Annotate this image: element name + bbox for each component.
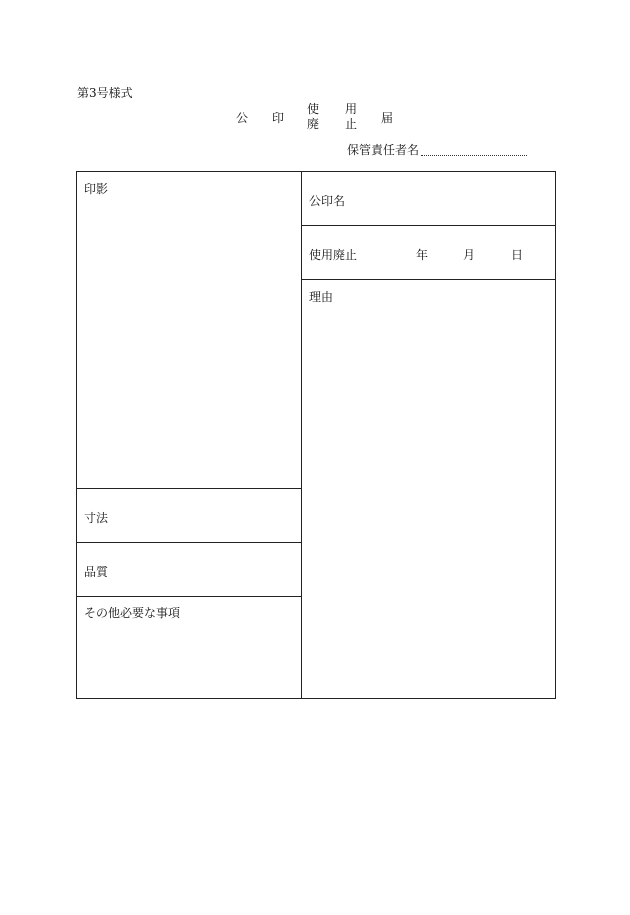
row-divider-left-1: [77, 488, 302, 489]
use-abolition-label: 使用廃止: [309, 248, 358, 262]
row-divider-right-1: [301, 225, 555, 226]
title-stack-1-bottom: 廃: [307, 117, 320, 131]
title-char-last: 届: [381, 111, 394, 125]
quality-label: 品質: [84, 565, 109, 579]
title-stack-1: [307, 102, 319, 132]
year-label: 年: [416, 248, 429, 262]
form-table: [76, 171, 556, 699]
form-number: 第3号様式: [77, 86, 133, 100]
day-label: 日: [511, 248, 524, 262]
row-divider-left-2: [77, 542, 302, 543]
custodian-label: 保管責任者名: [347, 143, 420, 157]
title-char-1: 公: [236, 111, 249, 125]
row-divider-left-3: [77, 596, 302, 597]
title-stack-2: [345, 102, 357, 132]
row-divider-right-2: [301, 279, 555, 280]
title-stack-2-bottom: 止: [345, 117, 358, 131]
title-stack-1-top: 使: [307, 102, 320, 116]
title-char-2: 印: [272, 111, 285, 125]
month-label: 月: [463, 248, 476, 262]
other-matters-label: その他必要な事項: [84, 606, 181, 620]
reason-label: 理由: [309, 290, 334, 304]
custodian-name-line[interactable]: [421, 145, 527, 156]
title-stack-2-top: 用: [345, 102, 358, 116]
seal-name-label: 公印名: [309, 194, 346, 208]
column-divider: [301, 172, 302, 698]
seal-impression-label: 印影: [84, 182, 109, 196]
dimensions-label: 寸法: [84, 511, 109, 525]
